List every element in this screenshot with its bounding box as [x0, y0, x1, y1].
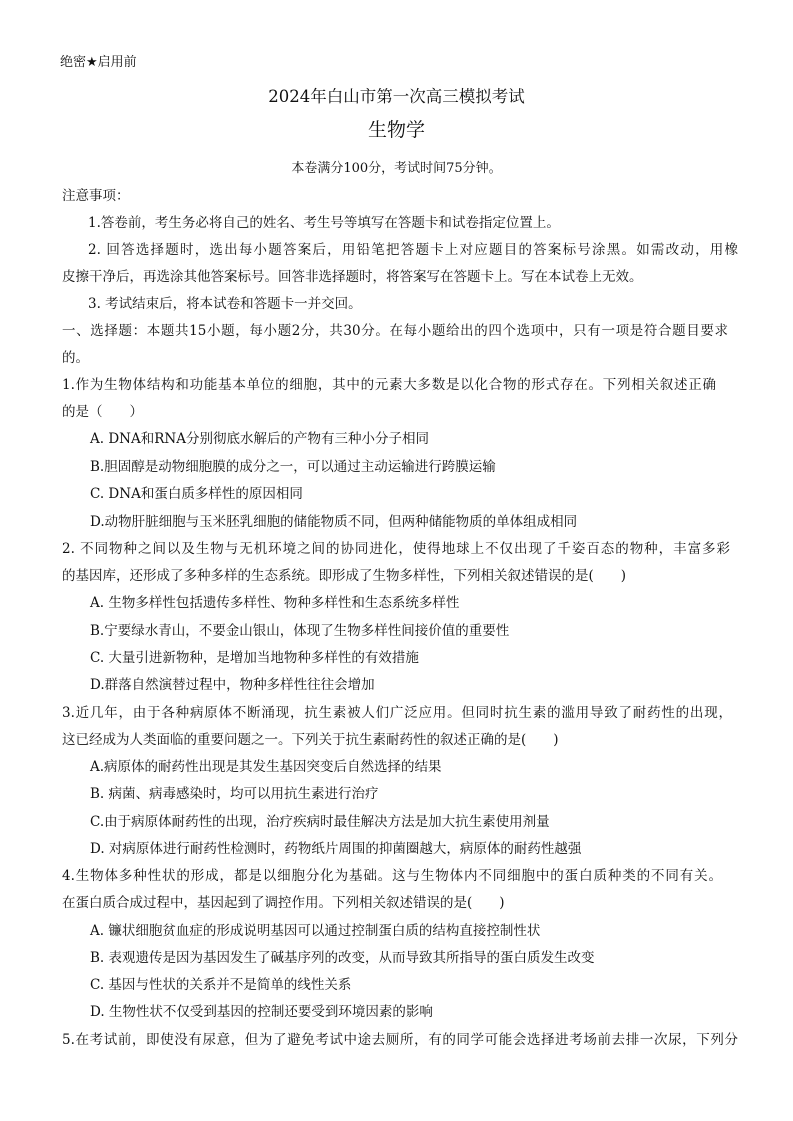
question-3-option-a: A.病原体的耐药性出现是其发生基因突变后自然选择的结果 [90, 759, 442, 775]
exam-info: 本卷满分100分，考试时间75分钟。 [291, 161, 502, 176]
notice-item-1: 1.答卷前，考生务必将自己的姓名、考生号等填写在答题卡和试卷指定位置上。 [88, 215, 560, 231]
section-heading-cont: 的。 [62, 350, 89, 366]
subject-title: 生物学 [367, 119, 425, 141]
question-3-option-d: D. 对病原体进行耐药性检测时，药物纸片周围的抑菌圈越大，病原体的耐药性越强 [90, 841, 582, 857]
question-3-stem: 3.近几年，由于各种病原体不断涌现，抗生素被人们广泛应用。但同时抗生素的滥用导致了耐药性的出现， [62, 705, 732, 721]
question-4-option-c: C. 基因与性状的关系并不是简单的线性关系 [90, 977, 352, 993]
question-2-stem: 2. 不同物种之间以及生物与无机环境之间的协同进化，使得地球上不仅出现了千姿百态的物种，丰富多彩 [62, 541, 730, 557]
question-4-stem-cont: 在蛋白质合成过程中，基因起到了调控作用。下列相关叙述错误的是( ) [62, 895, 505, 911]
question-1-option-c: C. DNA和蛋白质多样性的原因相同 [90, 486, 303, 502]
question-2-option-d: D.群落自然演替过程中，物种多样性往往会增加 [90, 677, 375, 693]
question-4-option-a: A. 镰状细胞贫血症的形成说明基因可以通过控制蛋白质的结构直接控制性状 [90, 923, 541, 939]
question-1-option-d: D.动物肝脏细胞与玉米胚乳细胞的储能物质不同，但两种储能物质的单体组成相同 [90, 514, 578, 530]
exam-title: 2024年白山市第一次高三模拟考试 [268, 87, 525, 106]
section-heading: 一、选择题：本题共15小题，每小题2分，共30分。在每小题给出的四个选项中，只有一项是符合题目要求 [62, 323, 728, 339]
question-3-stem-cont: 这已经成为人类面临的重要问题之一。下列关于抗生素耐药性的叙述正确的是( ) [62, 732, 559, 748]
notice-item-3: 3. 考试结束后，将本试卷和答题卡一并交回。 [88, 296, 362, 312]
question-4-option-d: D. 生物性状不仅受到基因的控制还要受到环境因素的影响 [90, 1004, 433, 1020]
notice-heading: 注意事项： [62, 188, 130, 204]
notice-item-2: 2. 回答选择题时，选出每小题答案后，用铅笔把答题卡上对应题目的答案标号涂黑。如需改动，用橡 [88, 242, 738, 258]
question-1-option-a: A. DNA和RNA分别彻底水解后的产物有三种小分子相同 [90, 431, 429, 447]
question-4-option-b: B. 表观遗传是因为基因发生了碱基序列的改变，从而导致其所指导的蛋白质发生改变 [90, 950, 595, 966]
question-1-option-b: B.胆固醇是动物细胞膜的成分之一，可以通过主动运输进行跨膜运输 [90, 459, 496, 475]
question-2-option-c: C. 大量引进新物种，是增加当地物种多样性的有效措施 [90, 650, 419, 666]
question-2-option-b: B.宁要绿水青山，不要金山银山，体现了生物多样性间接价值的重要性 [90, 623, 510, 639]
secret-label: 绝密★启用前 [60, 55, 137, 70]
question-1-stem-cont: 的是（ ） [62, 404, 143, 420]
question-1-stem: 1.作为生物体结构和功能基本单位的细胞，其中的元素大多数是以化合物的形式存在。下列相关叙述正确 [62, 377, 716, 393]
question-2-option-a: A. 生物多样性包括遗传多样性、物种多样性和生态系统多样性 [90, 595, 460, 611]
question-3-option-c: C.由于病原体耐药性的出现，治疗疾病时最佳解决方法是加大抗生素使用剂量 [90, 814, 550, 830]
question-5-stem: 5.在考试前，即使没有尿意，但为了避免考试中途去厕所，有的同学可能会选择进考场前去排一次尿，下列分 [62, 1032, 738, 1048]
question-3-option-b: B. 病菌、病毒感染时，均可以用抗生素进行治疗 [90, 786, 379, 802]
question-4-stem: 4.生物体多种性状的形成，都是以细胞分化为基础。这与生物体内不同细胞中的蛋白质种类的不同有关。 [62, 868, 722, 884]
notice-item-2-cont: 皮擦干净后，再选涂其他答案标号。回答非选择题时，将答案写在答题卡上。写在本试卷上无效。 [62, 269, 643, 285]
question-2-stem-cont: 的基因库，还形成了多种多样的生态系统。即形成了生物多样性，下列相关叙述错误的是( ) [62, 568, 627, 584]
